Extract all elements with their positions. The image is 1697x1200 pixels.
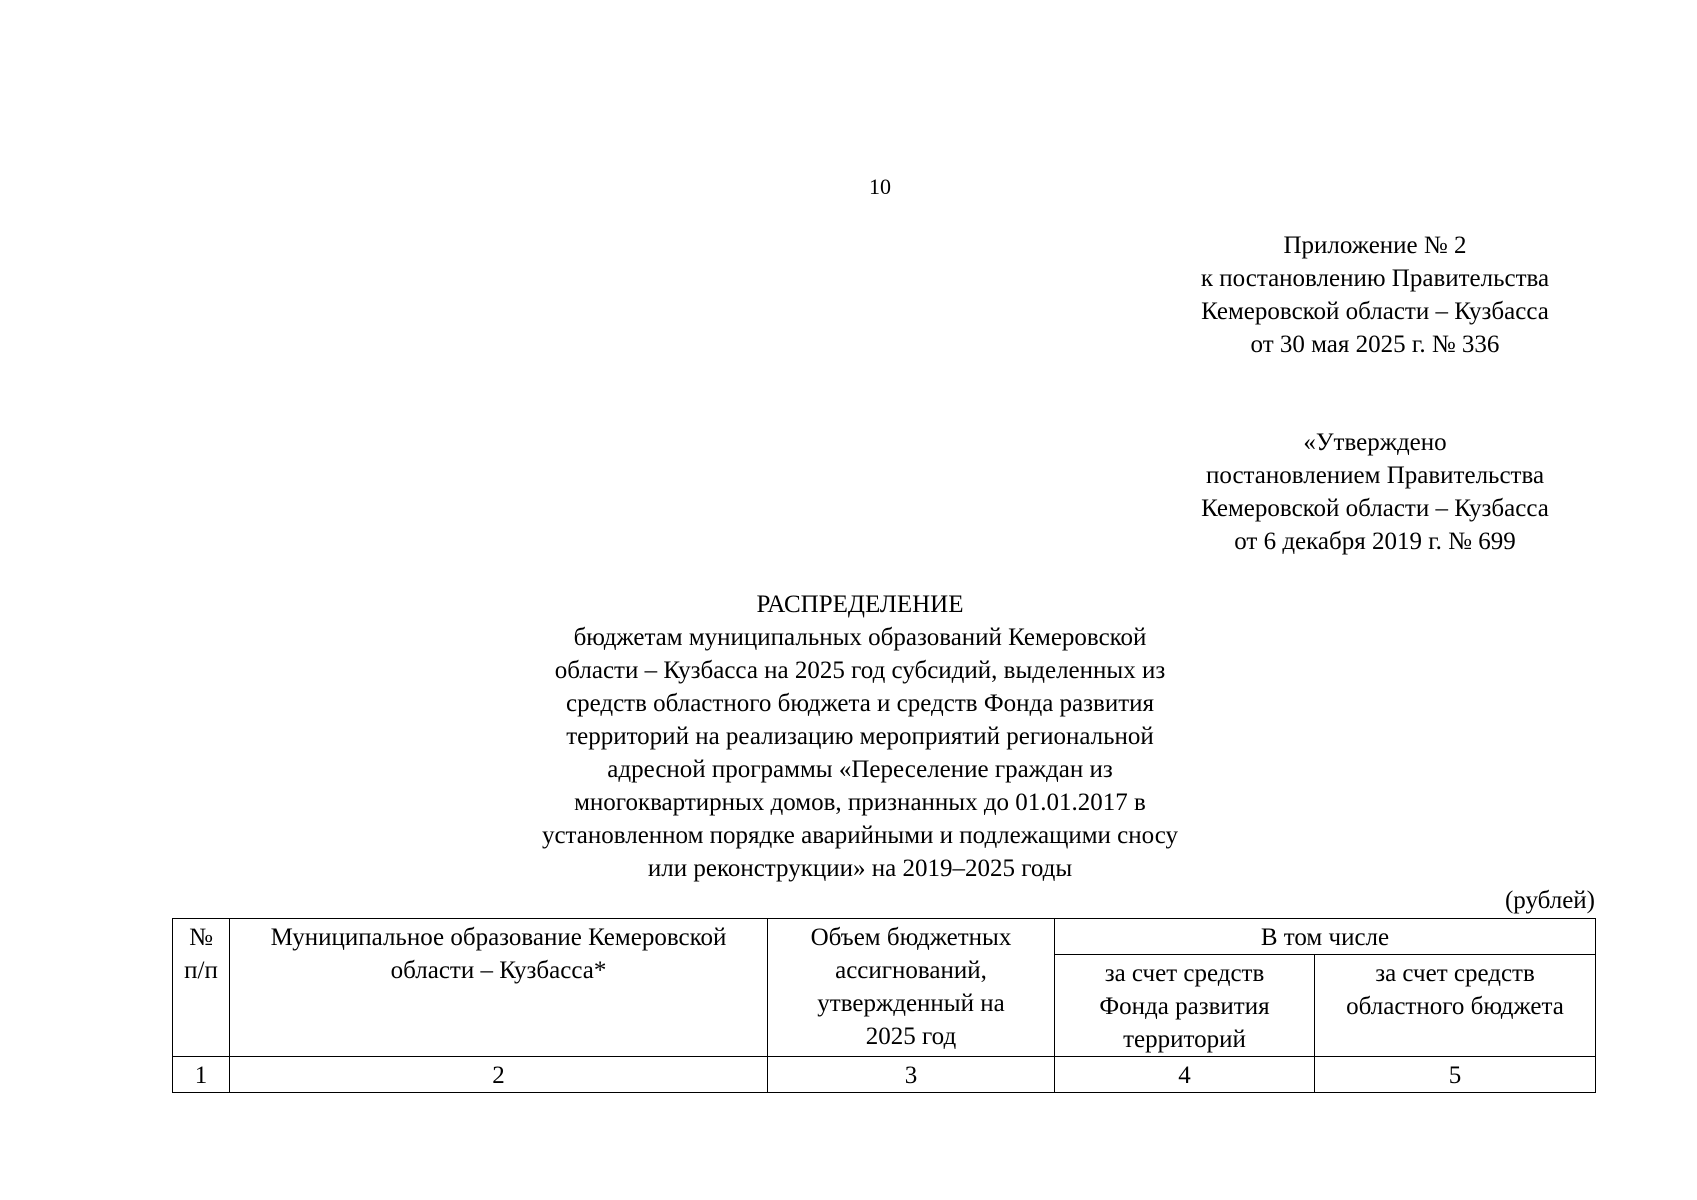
units-label: (рублей) — [1504, 887, 1595, 914]
header-including: В том числе — [1055, 919, 1596, 955]
header-fund-line: Фонда развития — [1099, 993, 1270, 1020]
header-volume — [768, 919, 1055, 1057]
title-line: или реконструкции» на 2019–2025 годы — [647, 855, 1073, 882]
distribution-table — [172, 918, 1596, 1093]
header-fund-line: территорий — [1123, 1026, 1246, 1053]
column-number: 1 — [173, 1057, 230, 1093]
header-regional-line: областного бюджета — [1346, 993, 1564, 1020]
header-fund-line: за счет средств — [1104, 960, 1265, 987]
approval-line: постановлением Правительства — [1205, 462, 1545, 489]
header-regional-line: за счет средств — [1375, 960, 1535, 987]
title-line: территорий на реализацию мероприятий региональной — [566, 723, 1154, 750]
header-municipality-line: области – Кузбасса* — [390, 957, 607, 984]
header-fund — [1055, 955, 1315, 1057]
title-line: средств областного бюджета и средств Фонда развития — [565, 690, 1154, 717]
column-number: 5 — [1315, 1057, 1596, 1093]
header-municipality-line: Муниципальное образование Кемеровской — [270, 924, 727, 951]
page-number: 10 — [869, 174, 891, 199]
title-heading: РАСПРЕДЕЛЕНИЕ — [756, 591, 964, 618]
header-regional — [1315, 955, 1596, 1057]
title-line: установленном порядке аварийными и подлежащими сносу — [541, 822, 1179, 849]
appendix-line: Приложение № 2 — [1283, 232, 1467, 259]
header-volume-line: 2025 год — [865, 1023, 957, 1050]
title-line: многоквартирных домов, признанных до 01.01.2017 в — [574, 789, 1146, 816]
header-num-line: п/п — [184, 957, 218, 984]
column-number-row — [173, 1057, 1596, 1093]
header-num — [173, 919, 230, 1057]
appendix-line: Кемеровской области – Кузбасса — [1201, 298, 1549, 325]
title-line: бюджетам муниципальных образований Кемеровской — [573, 624, 1147, 651]
header-municipality — [230, 919, 768, 1057]
header-volume-line: Объем бюджетных — [810, 924, 1012, 951]
appendix-reference — [1150, 229, 1600, 361]
approval-line: «Утверждено — [1303, 429, 1447, 456]
document-title — [460, 588, 1260, 885]
title-line: области – Кузбасса на 2025 год субсидий, выделенных из — [554, 657, 1166, 684]
approval-line: Кемеровской области – Кузбасса — [1201, 495, 1549, 522]
header-volume-line: ассигнований, — [835, 957, 987, 984]
table-header-row — [173, 919, 1596, 955]
appendix-line: к постановлению Правительства — [1200, 265, 1550, 292]
approval-line: от 6 декабря 2019 г. № 699 — [1234, 528, 1516, 555]
approval-stamp — [1150, 426, 1600, 558]
header-num-line: № — [189, 924, 213, 951]
column-number: 3 — [768, 1057, 1055, 1093]
title-line: адресной программы «Переселение граждан из — [607, 756, 1113, 783]
column-number: 2 — [230, 1057, 768, 1093]
column-number: 4 — [1055, 1057, 1315, 1093]
appendix-line: от 30 мая 2025 г. № 336 — [1250, 331, 1500, 358]
header-volume-line: утвержденный на — [817, 990, 1005, 1017]
